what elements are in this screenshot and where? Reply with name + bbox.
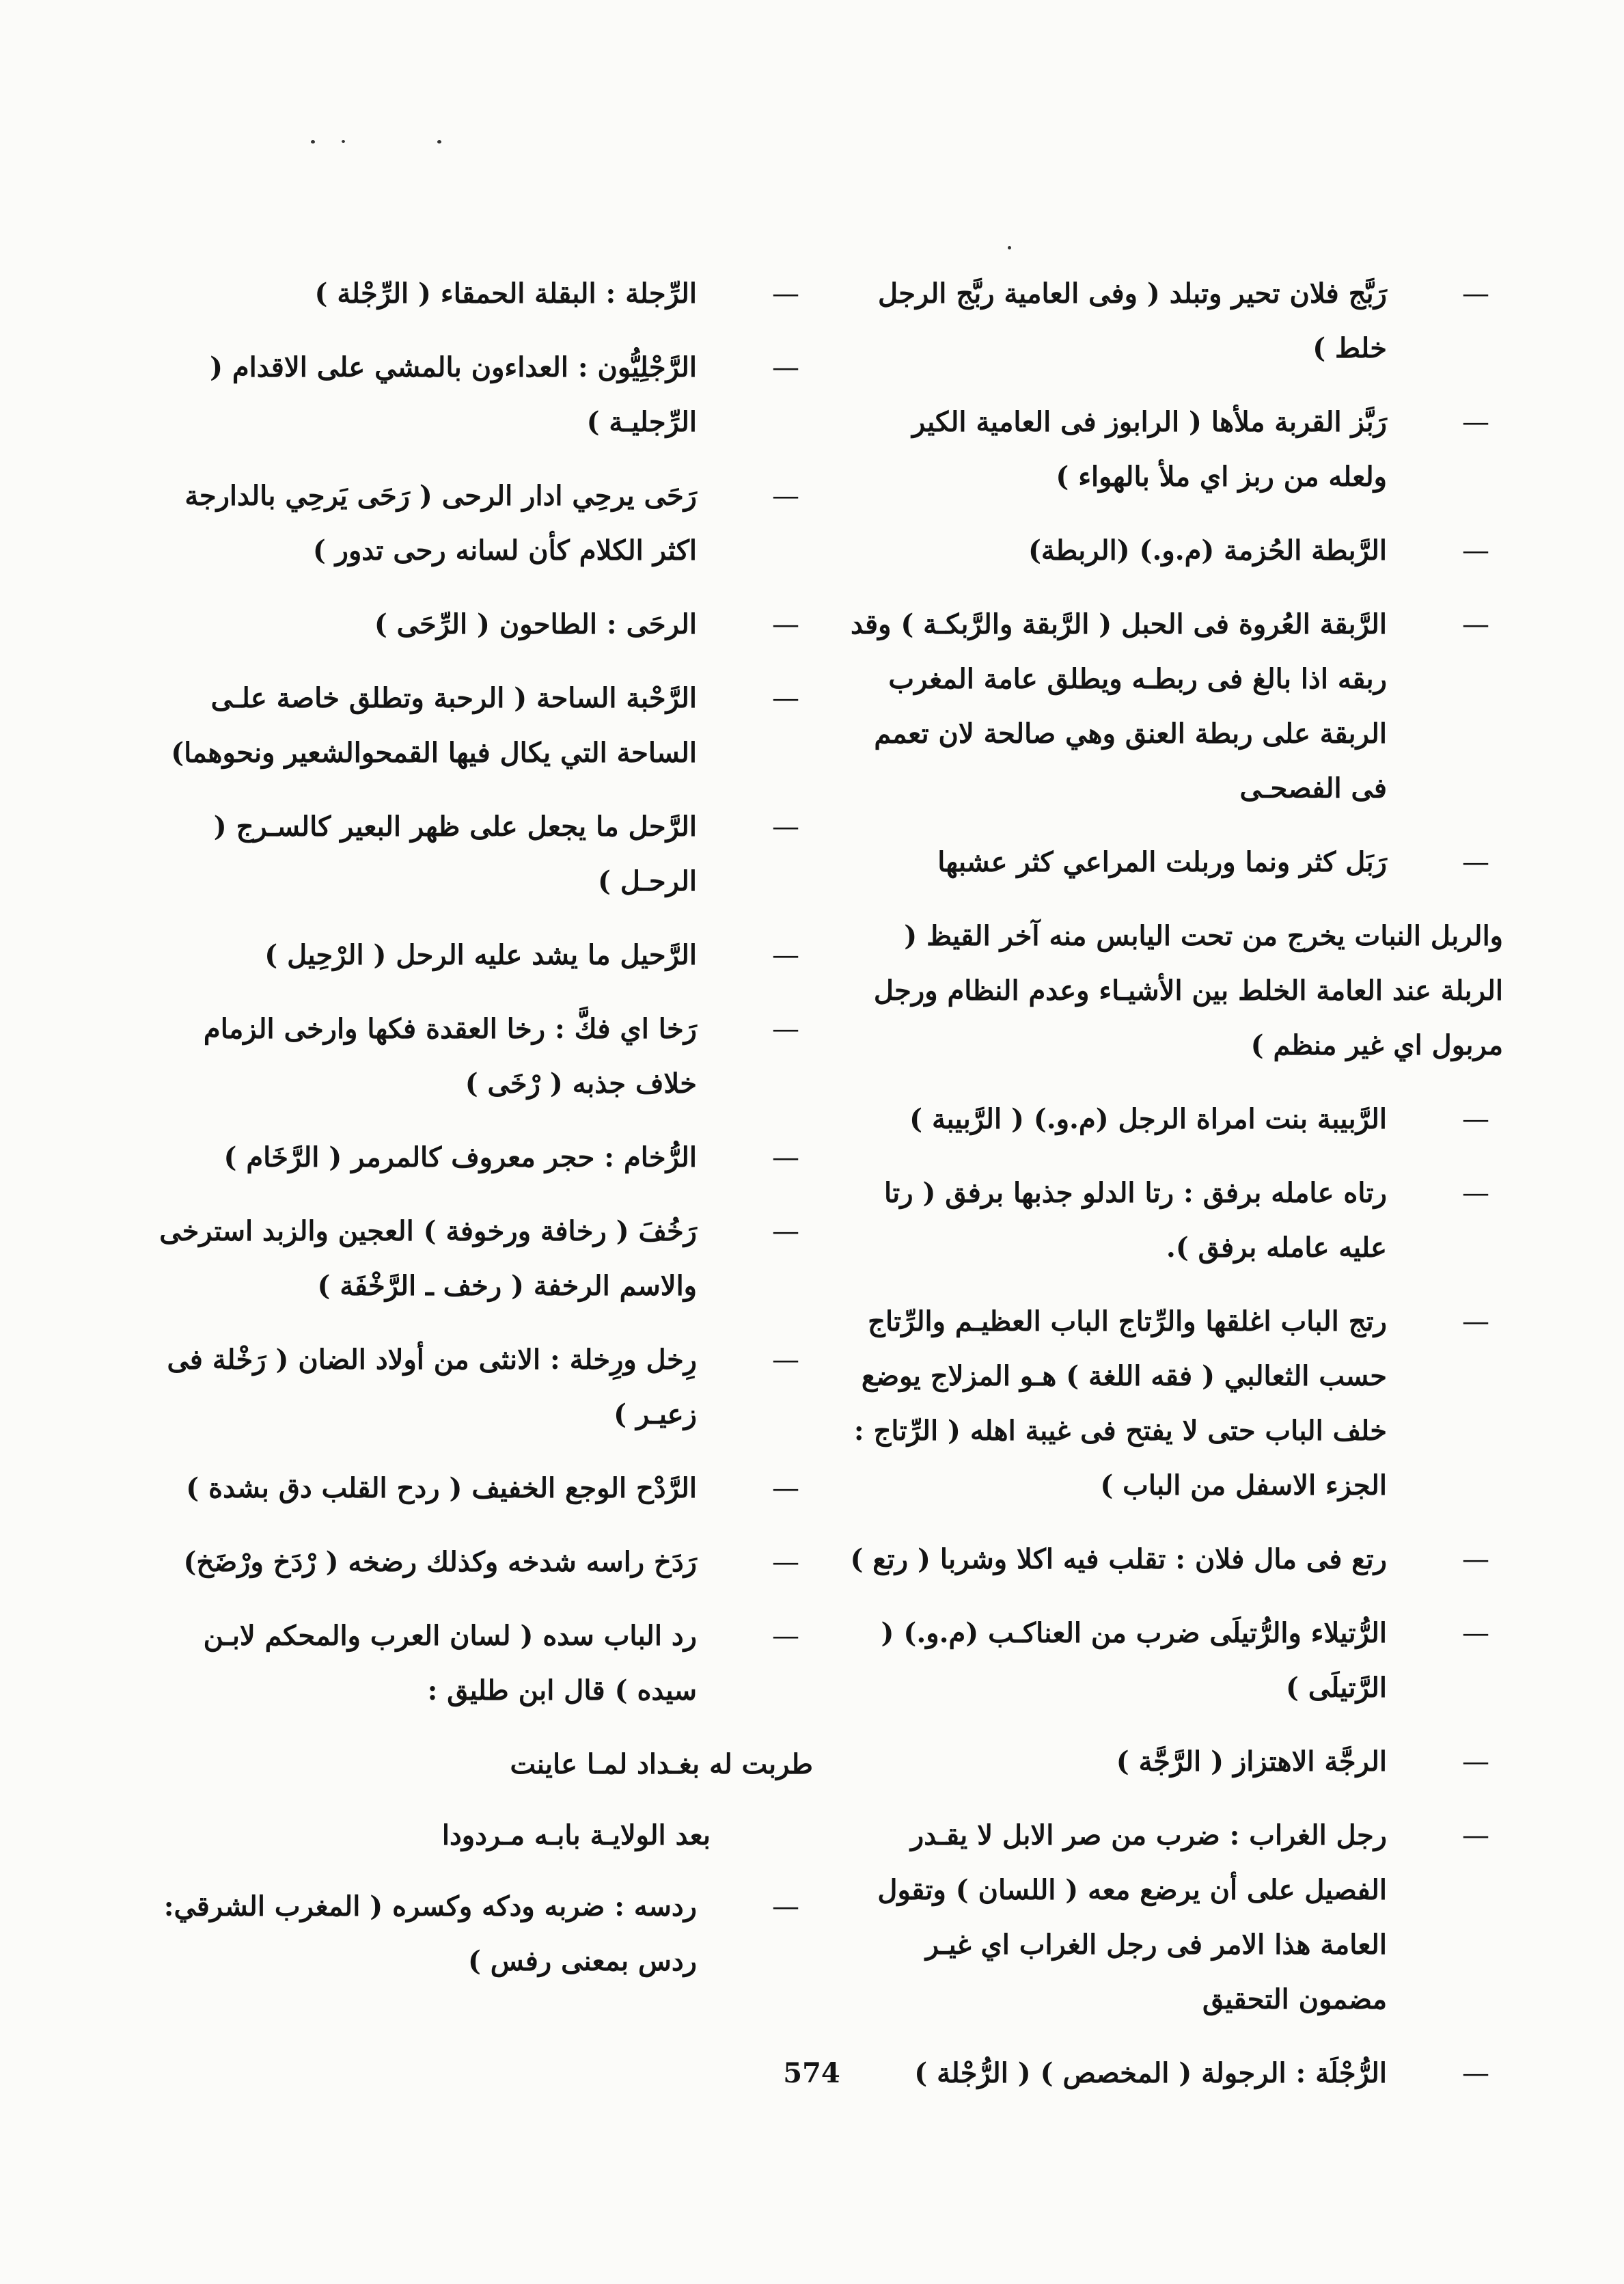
entry-text: الرَّجْلِيُّون : العداءون بالمشي على الاقدام ( الرِّجليـة )	[210, 351, 697, 438]
scan-speck	[437, 140, 441, 144]
entry	[157, 1002, 813, 1111]
entry	[847, 1532, 1503, 1587]
entry-text: رَحَى يرحِي ادار الرحى ( رَحَى يَرحِي بالدارجة اكثر الكلام كأن لسانه رحى تدور )	[184, 480, 697, 567]
entry-text: رَدَخ راسه شدخه وكذلك رضخه ( رْدَخ ورْضَخ)	[183, 1546, 697, 1578]
entry-dash: —	[772, 1547, 799, 1578]
entry	[157, 1879, 813, 1989]
entry-dash: —	[772, 1014, 799, 1045]
entry-text: ردسه : ضربه ودكه وكسره ( المغرب الشرقي: ردس بمعنى رفس )	[163, 1890, 697, 1977]
entry-text: رتع فى مال فلان : تقلب فيه اكلا وشربا ( رتع )	[850, 1543, 1387, 1575]
entry	[157, 671, 813, 780]
entry-dash: —	[1462, 1544, 1489, 1575]
verse-line-2: بعد الولايـة بابـه مـردودا	[441, 1819, 711, 1851]
entry	[847, 1092, 1503, 1147]
entry-dash: —	[1462, 535, 1489, 567]
entry-dash: —	[1462, 1618, 1489, 1649]
entry	[157, 267, 813, 321]
entry-dash: —	[1462, 1306, 1489, 1337]
entry-dash: —	[772, 1142, 799, 1173]
entry-dash: —	[1462, 407, 1489, 438]
entry	[157, 1130, 813, 1185]
entry-dash: —	[772, 278, 799, 310]
entry-dash: —	[1462, 1746, 1489, 1778]
entry-text: الرحَى : الطاحون ( الرِّحَى )	[374, 608, 697, 640]
entry	[847, 1735, 1503, 1789]
scan-speck	[311, 140, 315, 144]
entry-text: الرَّحْبة الساحة ( الرحبة وتطلق خاصة علـى الساحة التي يكال فيها القمحوالشعير ونحوهما)	[171, 682, 697, 769]
entry-text: الرُّتيلاء والرُّتيلَى ضرب من العناكـب (م.و.) ( الرَّتيلَى )	[881, 1617, 1387, 1704]
entry	[847, 1166, 1503, 1275]
entry-text: رَبَل كثر ونما وربلت المراعي كثر عشبها	[937, 846, 1387, 878]
entry-text: رِخل ورِخلة : الانثى من أولاد الضان ( رَخْلة فى زعيـر )	[167, 1344, 697, 1430]
entry-text: رتاه عامله برفق : رتا الدلو جذبها برفق ( رتا عليه عامله برفق ).	[883, 1177, 1387, 1264]
entry	[847, 835, 1503, 890]
scan-speck	[342, 140, 345, 143]
entry-dash: —	[1462, 847, 1489, 878]
entry	[157, 340, 813, 450]
entry	[847, 1606, 1503, 1715]
entry	[157, 597, 813, 652]
entry	[157, 800, 813, 909]
entry-dash: —	[772, 1344, 799, 1376]
entry-dash: —	[1462, 1820, 1489, 1851]
entry	[847, 597, 1503, 816]
entry-dash: —	[1462, 2058, 1489, 2089]
entry-dash: —	[772, 1216, 799, 1247]
entry	[847, 1294, 1503, 1513]
entry-text: الرُّخام : حجر معروف كالمرمر ( الرَّخَام )	[223, 1141, 697, 1173]
entry	[847, 524, 1503, 578]
entry-dash: —	[772, 940, 799, 971]
entry-dash: —	[772, 1473, 799, 1504]
entry-dash: —	[772, 1620, 799, 1652]
entry	[847, 395, 1503, 504]
entry-dash: —	[772, 683, 799, 714]
entry	[157, 469, 813, 578]
entry-text: رتج الباب اغلقها والرِّتاج الباب العظيـم والرِّتاج حسب الثعالبي ( فقه اللغة ) هـو المزلاج يوضع خلف الباب حتى لا يفتح فى غيبة اهله ( الرِّتاج : الجزء الاسفل من الباب )	[853, 1305, 1387, 1501]
entry-dash: —	[772, 811, 799, 843]
entry-dash: —	[1462, 278, 1489, 310]
entry-text: الرُّجْلَة : الرجولة ( المخصص ) ( الرُّجْلة )	[914, 2057, 1387, 2089]
entry-text: الرَّبقة العُروة فى الحبل ( الرَّبقة والرَّبكـة ) وقد ربقه اذا بالغ فى ربطـه ويطلق عامة المغرب الربقة على ربطة العنق وهي صالحة لان تعمم فى الفصحـى	[850, 608, 1387, 804]
entry-text: الرجَّة الاهتزاز ( الرَّجَّة )	[1116, 1745, 1387, 1778]
entry-text: والربل النبات يخرج من تحت اليابس منه آخر القيظ ( الربلة عند العامة الخلط بين الأشيـاء وعدم النظام ورجل مربول اي غير منظم )	[873, 920, 1503, 1061]
entry	[157, 1609, 813, 1718]
page-number: 574	[783, 2057, 840, 2089]
entry	[157, 1535, 813, 1590]
entry-text: الرَّحل ما يجعل على ظهر البعير كالسـرج ( الرحـل )	[213, 811, 697, 897]
entry-continuation	[847, 909, 1503, 1073]
entry-text: رجل الغراب : ضرب من صر الابل لا يقـدر الفصيل على أن يرضع معه ( اللسان ) وتقول العامة هذا الامر فى رجل الغراب اي غيـر مضمون التحقيق	[877, 1819, 1387, 2015]
entry-text: رَبَّز القربة ملأها ( الرابوز فى العامية الكير ولعله من ربز اي ملأ بالهواء )	[912, 406, 1387, 493]
entry-text: رَخُفَ ( رخافة ورخوفة ) العجين والزبد استرخى والاسم الرخفة ( رخف ـ الرَّخْفَة )	[159, 1215, 697, 1302]
entry-text: رَخا اي فكَّ : رخا العقدة فكها وارخى الزمام خلاف جذبه ( رْخَى )	[203, 1013, 697, 1100]
entry-dash: —	[1462, 1178, 1489, 1209]
verse-line-1: طربت له بغـداد لمـا عاينت	[510, 1748, 813, 1780]
entry-text: الرَّحيل ما يشد عليه الرحل ( الرْحِيل )	[264, 939, 697, 971]
entry-text: الرَّبيبة بنت امراة الرجل (م.و.) ( الرَّبيبة )	[909, 1103, 1387, 1135]
entry-dash: —	[772, 1891, 799, 1922]
entry-text: رد الباب سده ( لسان العرب والمحكم لابـن سيده ) قال ابن طليق :	[203, 1620, 697, 1707]
entry-text: الرَّبطة الحُزمة (م.و.) (الربطة)	[1028, 534, 1387, 567]
entry-dash: —	[772, 352, 799, 383]
entry	[157, 1461, 813, 1516]
entry-text: رَبَّج فلان تحير وتبلد ( وفى العامية ربَّج الرجل خلط )	[878, 277, 1387, 364]
entry	[157, 1333, 813, 1442]
entry-dash: —	[772, 480, 799, 512]
entry-dash: —	[1462, 1104, 1489, 1135]
entry-text: الرَّدْح الوجع الخفيف ( ردح القلب دق بشدة )	[186, 1472, 697, 1504]
entry-dash: —	[772, 609, 799, 640]
entry-dash: —	[1462, 609, 1489, 640]
entry-text: الرِّجلة : البقلة الحمقاء ( الرِّجْلة )	[314, 277, 697, 310]
right-column	[847, 267, 1503, 2120]
entry	[847, 1808, 1503, 2027]
entry	[847, 2046, 1503, 2101]
entry	[157, 928, 813, 983]
scan-speck	[1008, 246, 1011, 249]
entry	[847, 267, 1503, 376]
left-column	[157, 267, 813, 2008]
entry	[157, 1204, 813, 1314]
